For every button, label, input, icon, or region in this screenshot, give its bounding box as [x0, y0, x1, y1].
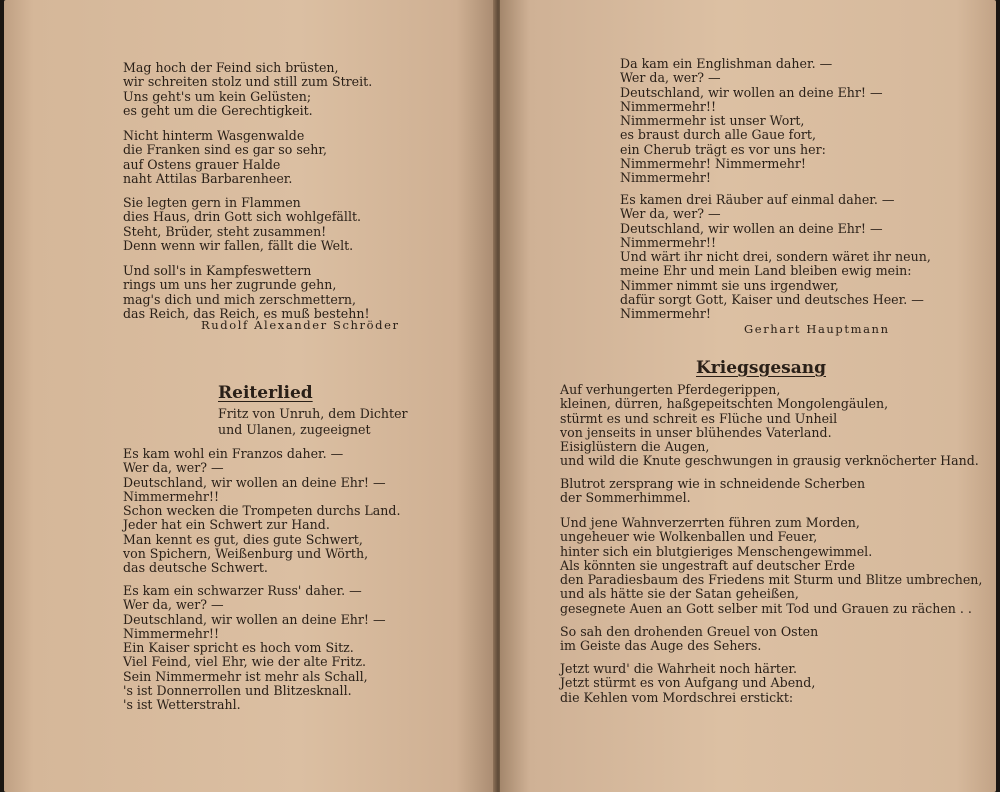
verse-line: meine Ehr und mein Land bleiben ewig mein:	[620, 263, 912, 279]
verse-line: Eisiglüstern die Augen,	[560, 439, 710, 455]
poem-author: Gerhart Hauptmann	[744, 322, 890, 336]
verse-line: Deutschland, wir wollen an deine Ehr! —	[123, 474, 386, 490]
verse-line: Wer da, wer? —	[620, 206, 721, 222]
verse-line: Und wärt ihr nicht drei, sondern wäret ihr neun,	[620, 249, 931, 265]
verse-line: Schon wecken die Trompeten durchs Land.	[123, 503, 401, 519]
verse-line: Auf verhungerten Pferdegerippen,	[560, 382, 781, 397]
verse-line: gesegnete Auen an Gott selber mit Tod und Grauen zu rächen . .	[560, 600, 972, 616]
verse-line: Ein Kaiser spricht es hoch vom Sitz.	[123, 640, 354, 656]
verse-line: und wild die Knute geschwungen in grausig verknöcherter Hand.	[560, 453, 979, 469]
verse-line: im Geiste das Auge des Sehers.	[560, 638, 762, 654]
verse-line: Nimmermehr!!	[123, 625, 220, 641]
poem-author: Rudolf Alexander Schröder	[201, 318, 400, 332]
poem-dedication	[218, 406, 408, 438]
verse-line: das Reich, das Reich, es muß bestehn!	[123, 305, 370, 321]
verse-line: Nicht hinterm Wasgenwalde	[123, 128, 305, 143]
verse-line: Nimmermehr!	[620, 170, 711, 186]
verse-line: So sah den drohenden Greuel von Osten	[560, 624, 819, 639]
verse-line: Deutschland, wir wollen an deine Ehr! —	[620, 220, 883, 236]
verse-line: auf Ostens grauer Halde	[123, 156, 281, 172]
verse-line: Steht, Brüder, steht zusammen!	[123, 223, 327, 239]
verse-line: die Kehlen vom Mordschrei erstickt:	[560, 689, 794, 705]
stanza	[123, 196, 361, 253]
verse-line: Da kam ein Englishman daher. —	[620, 56, 833, 71]
verse-line: es geht um die Gerechtigkeit.	[123, 102, 313, 118]
stanza	[560, 383, 979, 469]
verse-line: Deutschland, wir wollen an deine Ehr! —	[620, 84, 883, 100]
stanza	[123, 129, 327, 186]
verse-line: Und soll's in Kampfeswettern	[123, 263, 312, 278]
verse-line: Blutrot zersprang wie in schneidende Scherben	[560, 476, 866, 491]
verse-line: und als hätte sie der Satan geheißen,	[560, 586, 799, 602]
poem-title: Kriegsgesang	[696, 358, 826, 378]
verse-line: Nimmermehr! Nimmermehr!	[620, 156, 806, 172]
poem-title: Reiterlied	[218, 383, 313, 403]
verse-line: Wer da, wer? —	[123, 460, 224, 476]
verse-line: dafür sorgt Gott, Kaiser und deutsches Heer. —	[620, 292, 924, 308]
verse-line: und Ulanen, zugeeignet	[218, 422, 371, 437]
stanza	[123, 61, 372, 118]
verse-line: kleinen, dürren, haßgepeitschten Mongolengäulen,	[560, 396, 889, 412]
verse-line: Es kam ein schwarzer Russ' daher. —	[123, 583, 362, 598]
verse-line: Wer da, wer? —	[620, 70, 721, 86]
verse-line: Nimmer nimmt sie uns irgendwer,	[620, 277, 839, 293]
verse-line: Nimmermehr!!	[123, 488, 220, 504]
verse-line: Sie legten gern in Flammen	[123, 195, 301, 210]
left-page	[4, 0, 496, 792]
verse-line: Mag hoch der Feind sich brüsten,	[123, 60, 339, 75]
stanza	[560, 662, 815, 705]
verse-line: das deutsche Schwert.	[123, 560, 268, 576]
verse-line: Jetzt stürmt es von Aufgang und Abend,	[560, 675, 816, 691]
verse-line: Viel Feind, viel Ehr, wie der alte Fritz.	[123, 654, 367, 670]
stanza	[123, 264, 370, 321]
stanza	[560, 625, 818, 654]
stanza	[620, 193, 931, 322]
verse-line: Jeder hat ein Schwert zur Hand.	[123, 517, 330, 533]
verse-line: Es kam wohl ein Franzos daher. —	[123, 446, 344, 461]
stanza	[123, 584, 386, 713]
verse-line: ungeheuer wie Wolkenballen und Feuer,	[560, 529, 818, 545]
verse-line: Man kennt es gut, dies gute Schwert,	[123, 531, 363, 547]
verse-line: Es kamen drei Räuber auf einmal daher. —	[620, 192, 895, 207]
verse-line: Nimmermehr!!	[620, 234, 717, 250]
right-page	[500, 0, 996, 792]
verse-line: mag's dich und mich zerschmettern,	[123, 291, 356, 307]
verse-line: der Sommerhimmel.	[560, 490, 691, 506]
verse-line: von Spichern, Weißenburg und Wörth,	[123, 546, 369, 562]
stanza	[560, 516, 982, 616]
verse-line: ein Cherub trägt es vor uns her:	[620, 141, 826, 157]
verse-line: Nimmermehr!!	[620, 98, 717, 114]
verse-line: den Paradiesbaum des Friedens mit Sturm und Blitze umbrechen,	[560, 572, 983, 588]
verse-line: von jenseits in unser blühendes Vaterland.	[560, 424, 832, 440]
verse-line: Uns geht's um kein Gelüsten;	[123, 88, 312, 104]
verse-line: Wer da, wer? —	[123, 597, 224, 613]
verse-line: rings um uns her zugrunde gehn,	[123, 277, 337, 293]
verse-line: Denn wenn wir fallen, fällt die Welt.	[123, 237, 354, 253]
verse-line: die Franken sind es gar so sehr,	[123, 142, 328, 158]
verse-line: Als könnten sie ungestraft auf deutscher Erde	[560, 557, 855, 573]
verse-line: Sein Nimmermehr ist mehr als Schall,	[123, 668, 368, 684]
stanza	[123, 447, 400, 576]
verse-line: naht Attilas Barbarenheer.	[123, 170, 293, 186]
verse-line: 's ist Donnerrollen und Blitzesknall.	[123, 683, 352, 699]
verse-line: Nimmermehr!	[620, 306, 711, 322]
verse-line: wir schreiten stolz und still zum Streit.	[123, 74, 373, 90]
verse-line: Und jene Wahnverzerrten führen zum Morden,	[560, 515, 860, 530]
verse-line: Nimmermehr ist unser Wort,	[620, 113, 805, 129]
verse-line: dies Haus, drin Gott sich wohlgefällt.	[123, 209, 362, 225]
verse-line: 's ist Wetterstrahl.	[123, 697, 241, 713]
verse-line: es braust durch alle Gaue fort,	[620, 127, 816, 143]
verse-line: hinter sich ein blutgieriges Menschengewimmel.	[560, 543, 873, 559]
verse-line: Fritz von Unruh, dem Dichter	[218, 406, 408, 421]
verse-line: Jetzt wurd' die Wahrheit noch härter.	[560, 661, 798, 676]
stanza	[620, 57, 883, 186]
verse-line: Deutschland, wir wollen an deine Ehr! —	[123, 611, 386, 627]
stanza	[560, 477, 865, 506]
verse-line: stürmt es und schreit es Flüche und Unheil	[560, 410, 838, 426]
